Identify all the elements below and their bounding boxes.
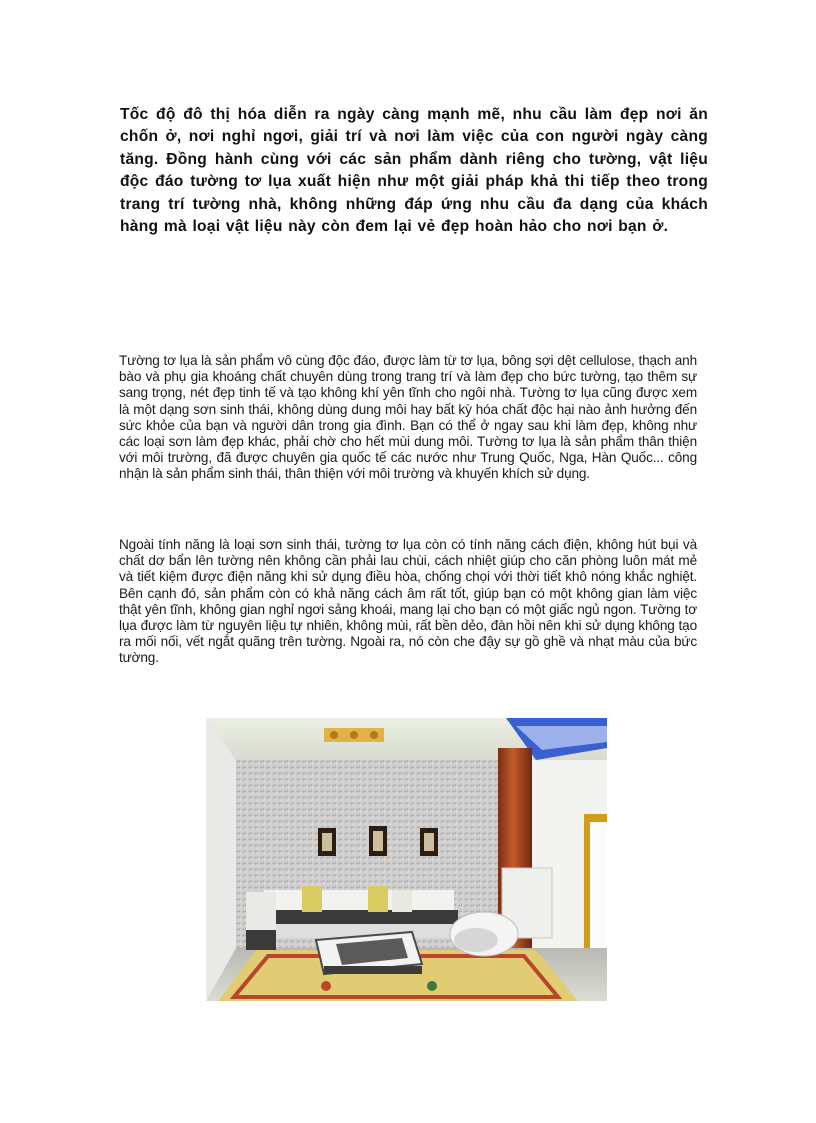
armchair bbox=[450, 912, 518, 956]
body-paragraph-2: Ngoài tính năng là loại sơn sinh thái, tường tơ lụa còn có tính năng cách điện, không hút bụi và chất dơ bẩn lên tường nên không cần phải lau chùi, cách nhiệt giúp cho căn phòng luôn mát mẻ và tiết kiệm được điện năng khi sử dụng điều hòa, chống chọi với thời tiết khô nóng khắc nghiệt. Bên cạnh đó, sản phẩm còn có khả năng cách âm rất tốt, giúp bạn có một không gian làm việc thật yên tĩnh, không gian nghỉ ngơi sảng khoái, mang lại cho bạn có một giấc ngủ ngon. Tường tơ lụa được làm từ nguyên liệu tự nhiên, không mùi, rất bền dẻo, đàn hồi nên khi sử dụng không tạo ra mối nối, vết ngắt quãng trên tường. Ngoài ra, nó còn che đậy sự gồ ghề và nhạt màu của bức tường. bbox=[119, 537, 697, 666]
living-room-photo bbox=[206, 718, 607, 1001]
wall-art bbox=[318, 826, 438, 856]
ceiling-light-icon bbox=[324, 728, 384, 742]
intro-paragraph: Tốc độ đô thị hóa diễn ra ngày càng mạnh mẽ, nhu cầu làm đẹp nơi ăn chốn ở, nơi nghỉ ngơi, giải trí và nơi làm việc của con người ngày càng tăng. Đồng hành cùng với các sản phẩm dành riêng cho tường, vật liệu độc đáo tường tơ lụa xuất hiện như một giải pháp khả thi tiếp theo trong trang trí tường nhà, không những đáp ứng nhu cầu đa dạng của khách hàng mà loại vật liệu này còn đem lại vẻ đẹp hoàn hảo cho nơi bạn ở. bbox=[120, 106, 708, 236]
body-paragraph-1: Tường tơ lụa là sản phẩm vô cùng độc đáo, được làm từ tơ lụa, bông sợi dệt cellulose, thạch anh bào và phụ gia khoáng chất chuyên dùng trong trang trí và làm đẹp cho bức tường, tạo thêm sự sang trọng, nét đẹp tinh tế và tạo không khí yên tĩnh cho ngôi nhà. Tường tơ lụa cũng được xem là một dạng sơn sinh thái, không dùng dung môi hay bất kỳ hóa chất độc hại nào ảnh hưởng đến sức khỏe của bạn và người dân trong gia đình. Bạn có thể ở ngay sau khi làm đẹp, không như các loại sơn làm đẹp khác, phải chờ cho hết mùi dung môi. Tường tơ lụa là sản phẩm thân thiện với môi trường, đã được chuyên gia quốc tế các nước như Trung Quốc, Nga, Hàn Quốc... công nhận là sản phẩm sinh thái, thân thiện với môi trường và khuyến khích sử dụng. bbox=[119, 353, 697, 482]
coffee-table bbox=[316, 932, 422, 974]
